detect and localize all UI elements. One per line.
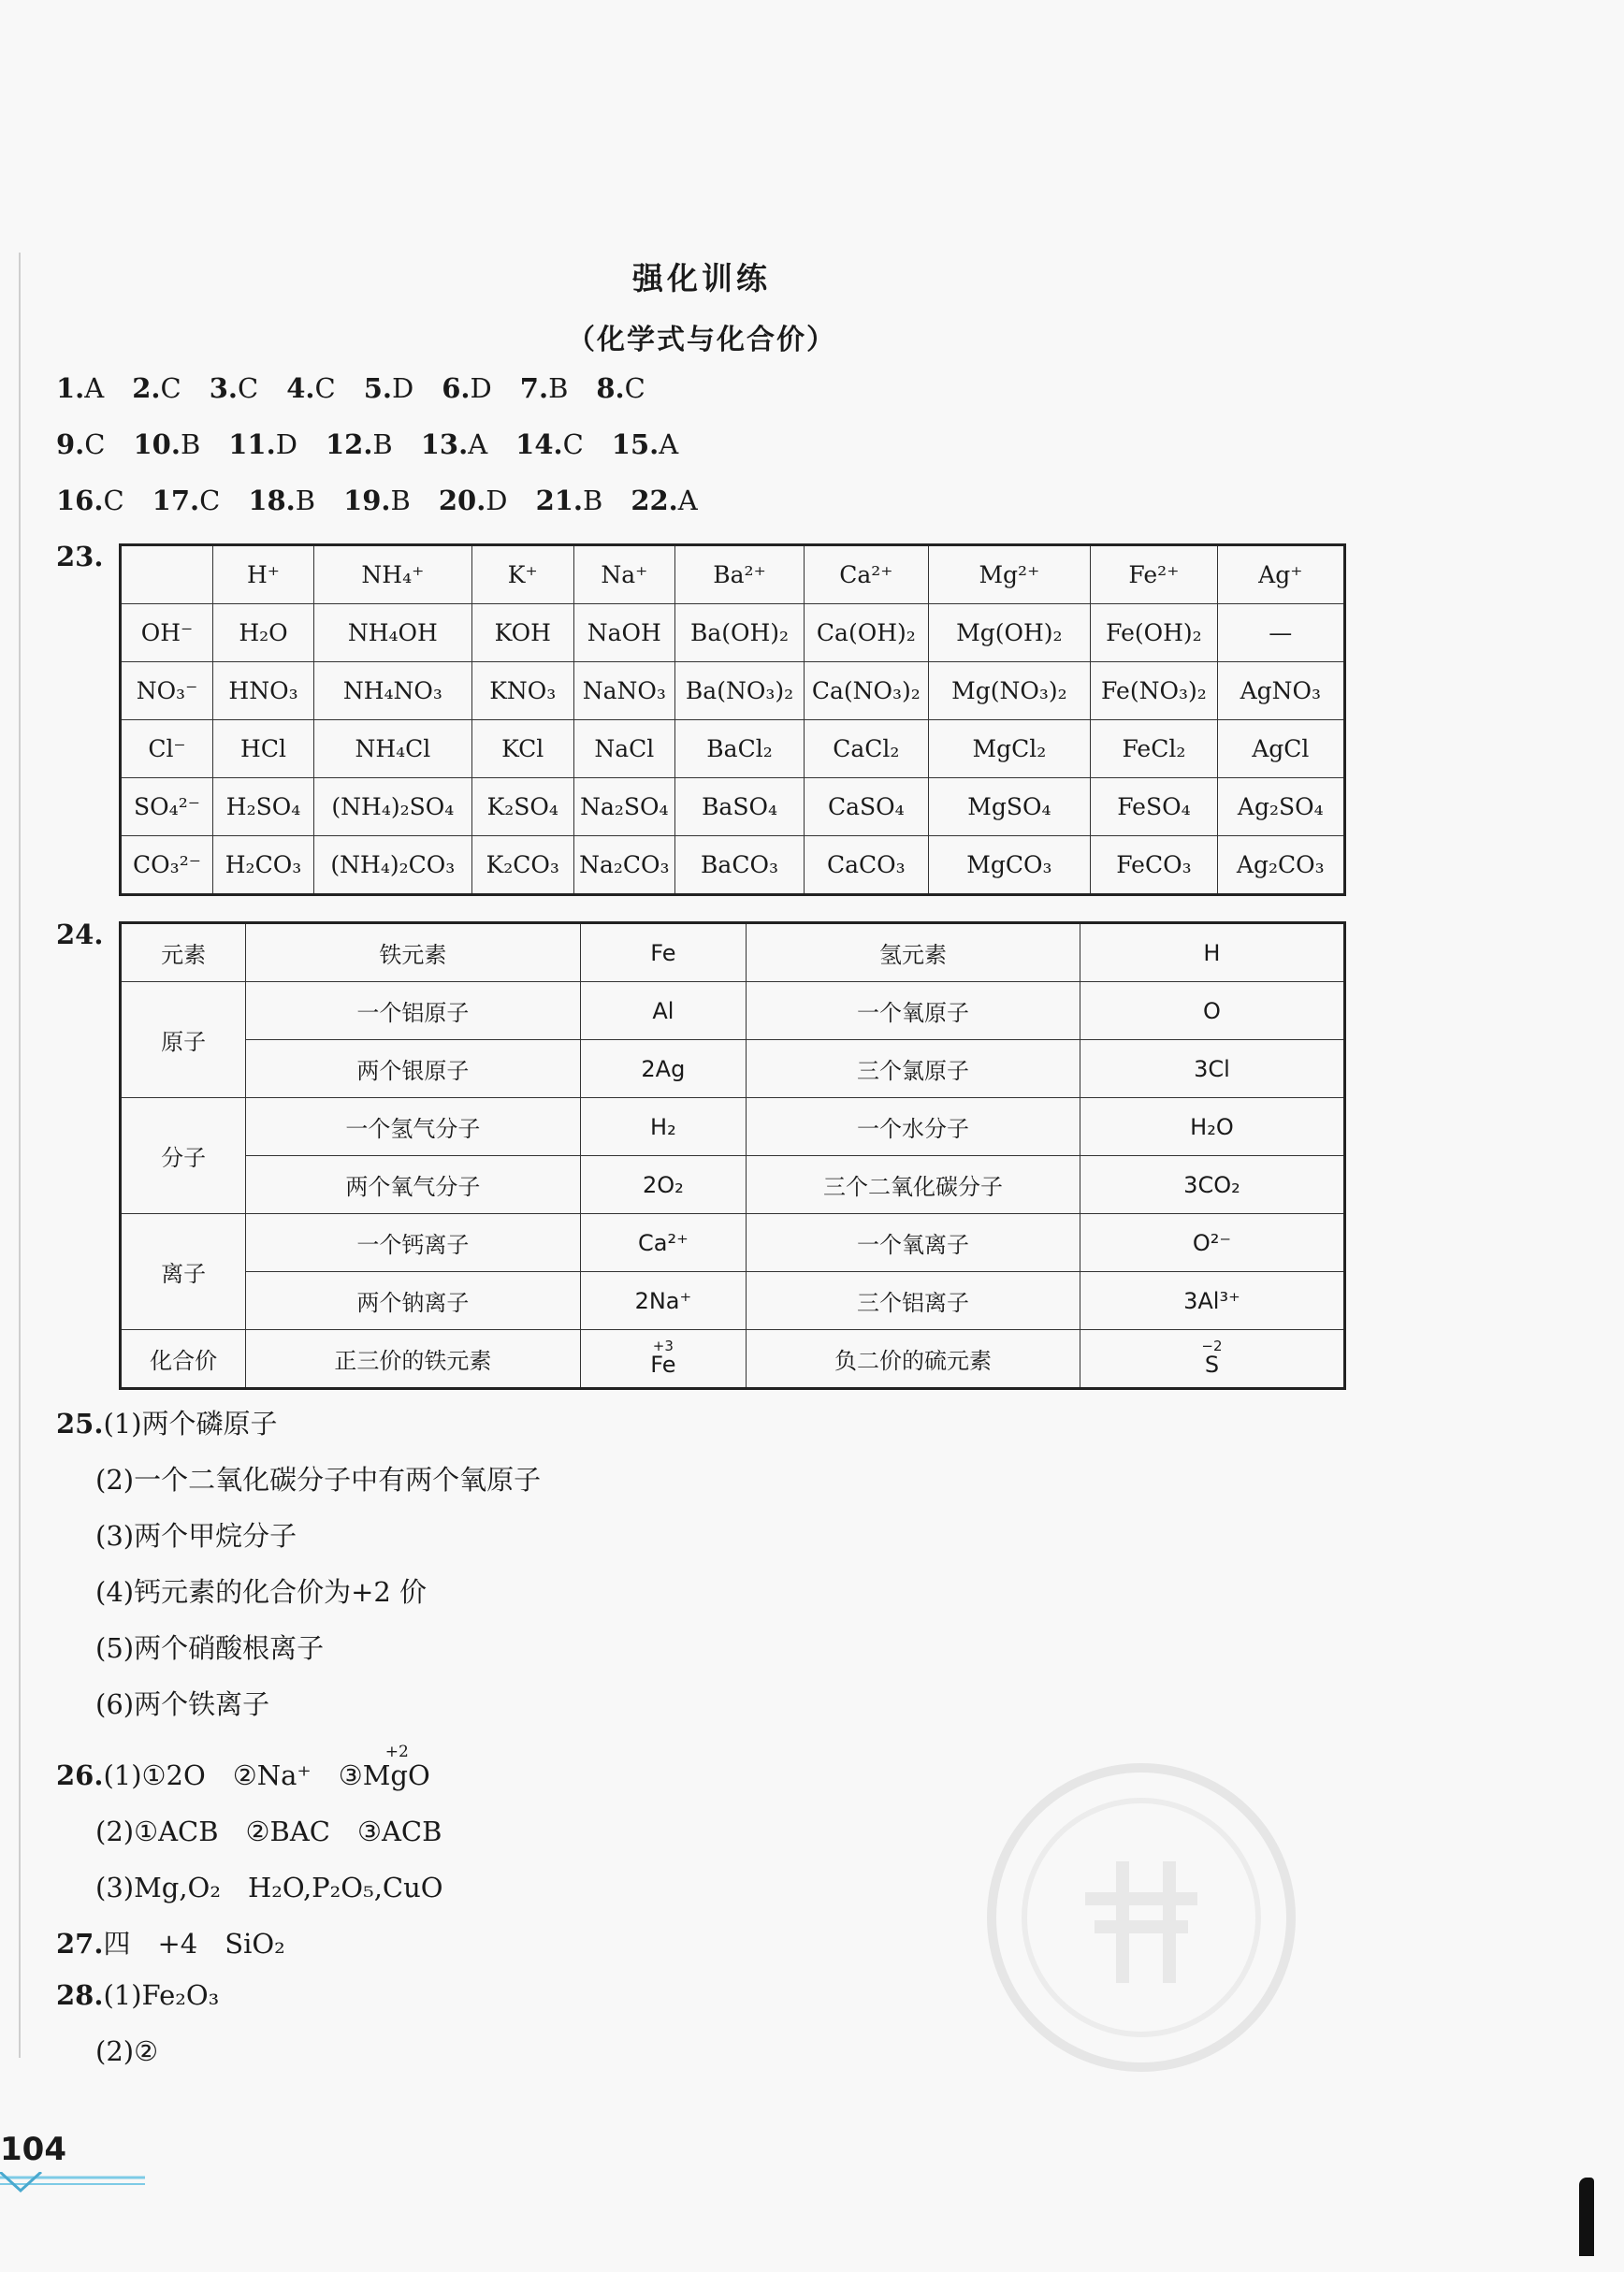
q27-line xyxy=(56,1923,285,1961)
answer-letter: A xyxy=(84,372,105,404)
table-cell: 铁元素 xyxy=(246,923,580,982)
answer-row xyxy=(56,372,674,404)
table-cell: MgCl₂ xyxy=(928,720,1091,778)
table-row xyxy=(121,1214,1345,1272)
answer-item xyxy=(515,428,584,460)
answer-row xyxy=(56,485,726,516)
table-cell: Fe xyxy=(580,923,746,982)
answer-letter: D xyxy=(275,428,297,460)
q26-label: 26. xyxy=(56,1759,104,1791)
table-cell: SO₄²⁻ xyxy=(121,778,213,836)
table-cell: H₂SO₄ xyxy=(212,778,313,836)
q26-part1-text: (1)①2O ②Na⁺ ③ xyxy=(103,1759,363,1791)
table-cell: Ag₂SO₄ xyxy=(1217,778,1344,836)
q25-item: (6)两个铁离子 xyxy=(95,1688,270,1720)
table-cell xyxy=(121,545,213,604)
answer-item xyxy=(132,372,181,404)
table-header-row xyxy=(121,545,1345,604)
table-cell: MgSO₄ xyxy=(928,778,1091,836)
table-cell: MgCO₃ xyxy=(928,836,1091,895)
answer-item xyxy=(56,372,104,404)
table-cell: HNO₃ xyxy=(212,662,313,720)
valence-formula: MgO xyxy=(362,1759,430,1791)
answer-item xyxy=(152,485,221,516)
question-number: 13. xyxy=(420,428,469,460)
question-number: 8. xyxy=(596,372,625,404)
answer-item xyxy=(536,485,603,516)
question-number: 5. xyxy=(363,372,392,404)
element-symbol: S xyxy=(1204,1352,1220,1378)
table-cell: Ba(OH)₂ xyxy=(674,604,804,662)
q26-line-1 xyxy=(56,1743,430,1793)
answer-letter: D xyxy=(470,372,492,404)
page-subtitle: （化学式与化合价） xyxy=(567,324,836,356)
answer-letter: B xyxy=(180,428,201,460)
q28-answer-1: (1)Fe₂O₃ xyxy=(103,1979,220,2011)
table-cell: NaNO₃ xyxy=(573,662,674,720)
table-row xyxy=(121,1040,1345,1098)
answer-letter: A xyxy=(659,428,679,460)
answer-item xyxy=(228,428,297,460)
answer-letter: C xyxy=(562,428,584,460)
table-cell: 一个铝原子 xyxy=(246,982,580,1040)
q28-label: 28. xyxy=(56,1979,104,2011)
table-cell: O²⁻ xyxy=(1080,1214,1344,1272)
question-number: 20. xyxy=(438,485,486,516)
table-cell: Ba(NO₃)₂ xyxy=(674,662,804,720)
table-cell: 原子 xyxy=(121,982,246,1098)
table-row xyxy=(121,778,1345,836)
table-cell: Mg(NO₃)₂ xyxy=(928,662,1091,720)
q25-line-1 xyxy=(56,1403,278,1441)
table-cell: Mg²⁺ xyxy=(928,545,1091,604)
answer-item xyxy=(343,485,411,516)
answer-letter: B xyxy=(390,485,411,516)
table-cell: FeSO₄ xyxy=(1091,778,1217,836)
table-cell: NH₄⁺ xyxy=(314,545,472,604)
table-header-row xyxy=(121,923,1345,982)
table-cell: 化合价 xyxy=(121,1330,246,1389)
q24-label: 24. xyxy=(56,919,104,950)
table-cell: AgCl xyxy=(1217,720,1344,778)
question-number: 21. xyxy=(535,485,584,516)
table-cell: 三个二氧化碳分子 xyxy=(747,1156,1080,1214)
question-number: 6. xyxy=(442,372,471,404)
answer-item xyxy=(248,485,315,516)
table-cell: Ag⁺ xyxy=(1217,545,1344,604)
answer-item xyxy=(520,372,569,404)
table-cell: KOH xyxy=(471,604,573,662)
q25-item: (4)钙元素的化合价为+2 价 xyxy=(95,1576,428,1608)
table-cell: 3Al³⁺ xyxy=(1080,1272,1344,1330)
answer-item xyxy=(631,485,697,516)
table-row xyxy=(121,604,1345,662)
table-cell: H₂ xyxy=(580,1098,746,1156)
table-cell: HCl xyxy=(212,720,313,778)
answer-item xyxy=(421,428,487,460)
page-title: 强化训练 xyxy=(632,260,771,297)
table-cell: 两个氧气分子 xyxy=(246,1156,580,1214)
table-cell: Ca(NO₃)₂ xyxy=(805,662,928,720)
valence-mark: +3 xyxy=(652,1338,674,1354)
answer-letter: B xyxy=(295,485,316,516)
question-number: 3. xyxy=(209,372,238,404)
table-cell: NaOH xyxy=(573,604,674,662)
question-number: 12. xyxy=(325,428,373,460)
valence-mark: −2 xyxy=(1201,1338,1223,1354)
table-cell: BaCl₂ xyxy=(674,720,804,778)
answer-item xyxy=(612,428,678,460)
table-cell: 3Cl xyxy=(1080,1040,1344,1098)
q25-item: (1)两个磷原子 xyxy=(103,1408,278,1440)
table-row xyxy=(121,982,1345,1040)
table-cell: FeCO₃ xyxy=(1091,836,1217,895)
table-cell: 2Ag xyxy=(580,1040,746,1098)
question-number: 15. xyxy=(611,428,660,460)
table-cell: KCl xyxy=(471,720,573,778)
table-cell: NaCl xyxy=(573,720,674,778)
table-cell: CO₃²⁻ xyxy=(121,836,213,895)
question-number: 11. xyxy=(228,428,276,460)
question-number: 17. xyxy=(152,485,200,516)
answer-item xyxy=(210,372,258,404)
answer-letter: C xyxy=(103,485,124,516)
valence-mgo xyxy=(362,1743,430,1791)
table-cell: O xyxy=(1080,982,1344,1040)
answer-letter: A xyxy=(677,485,698,516)
table-cell: Cl⁻ xyxy=(121,720,213,778)
answer-letter: C xyxy=(314,372,336,404)
q27-label: 27. xyxy=(56,1928,104,1960)
page-number: 104 xyxy=(0,2131,66,2168)
table-cell: (NH₄)₂CO₃ xyxy=(314,836,472,895)
answer-letter: C xyxy=(199,485,221,516)
page-margin-line xyxy=(19,253,21,2058)
q26-line-2: (2)①ACB ②BAC ③ACB xyxy=(95,1816,442,1847)
page-corner-mark xyxy=(1579,2178,1594,2256)
table-cell: 一个钙离子 xyxy=(246,1214,580,1272)
answer-item xyxy=(364,372,414,404)
answer-letter: C xyxy=(238,372,259,404)
table-cell: Ca(OH)₂ xyxy=(805,604,928,662)
table-cell: 一个氢气分子 xyxy=(246,1098,580,1156)
question-number: 18. xyxy=(248,485,296,516)
q28-line-2: (2)② xyxy=(95,2035,159,2067)
table-row xyxy=(121,1330,1345,1389)
answer-item xyxy=(439,485,508,516)
watermark-stamp xyxy=(982,1749,1300,2086)
question-number: 9. xyxy=(56,428,85,460)
table-cell: 分子 xyxy=(121,1098,246,1214)
table-cell: H₂CO₃ xyxy=(212,836,313,895)
q25-label: 25. xyxy=(56,1408,104,1440)
table-cell: 三个氯原子 xyxy=(747,1040,1080,1098)
table-cell: 3CO₂ xyxy=(1080,1156,1344,1214)
answer-letter: D xyxy=(391,372,414,404)
answer-item xyxy=(56,485,124,516)
ion-compound-table xyxy=(119,543,1346,896)
answer-letter: C xyxy=(624,372,645,404)
table-cell: Mg(OH)₂ xyxy=(928,604,1091,662)
table-cell: 一个水分子 xyxy=(747,1098,1080,1156)
page-number-decoration xyxy=(0,2172,150,2200)
table-cell: K₂CO₃ xyxy=(471,836,573,895)
table-cell: NH₄NO₃ xyxy=(314,662,472,720)
symbol-meaning-table xyxy=(119,921,1346,1390)
q23-label: 23. xyxy=(56,541,104,572)
answer-letter: C xyxy=(160,372,181,404)
table-cell: Fe(OH)₂ xyxy=(1091,604,1217,662)
table-cell: Fe²⁺ xyxy=(1091,545,1217,604)
answer-letter: B xyxy=(548,372,569,404)
table-cell: 一个氧离子 xyxy=(747,1214,1080,1272)
table-cell: BaSO₄ xyxy=(674,778,804,836)
valence-cell xyxy=(580,1330,746,1389)
table-cell: H₂O xyxy=(1080,1098,1344,1156)
table-cell: Ag₂CO₃ xyxy=(1217,836,1344,895)
element-symbol: Fe xyxy=(650,1352,676,1378)
q27-answer: 四 +4 SiO₂ xyxy=(103,1928,285,1960)
table-cell: 一个氧原子 xyxy=(747,982,1080,1040)
table-cell: CaCO₃ xyxy=(805,836,928,895)
table-cell: K⁺ xyxy=(471,545,573,604)
answer-letter: D xyxy=(486,485,508,516)
valence-cell xyxy=(1080,1330,1344,1389)
q25-item: (2)一个二氧化碳分子中有两个氧原子 xyxy=(95,1464,542,1496)
table-cell: Na₂SO₄ xyxy=(573,778,674,836)
table-cell: AgNO₃ xyxy=(1217,662,1344,720)
table-cell: 离子 xyxy=(121,1214,246,1330)
table-cell: 三个铝离子 xyxy=(747,1272,1080,1330)
table-cell: Na₂CO₃ xyxy=(573,836,674,895)
table-cell: Ca²⁺ xyxy=(580,1214,746,1272)
table-row xyxy=(121,1098,1345,1156)
valence-mark: +2 xyxy=(384,1743,409,1761)
answer-item xyxy=(596,372,645,404)
question-number: 14. xyxy=(515,428,563,460)
table-cell: OH⁻ xyxy=(121,604,213,662)
answer-item xyxy=(326,428,393,460)
question-number: 7. xyxy=(519,372,549,404)
question-number: 19. xyxy=(343,485,391,516)
table-cell: Fe(NO₃)₂ xyxy=(1091,662,1217,720)
answer-item xyxy=(286,372,335,404)
table-cell: Ca²⁺ xyxy=(805,545,928,604)
table-cell: 两个钠离子 xyxy=(246,1272,580,1330)
table-cell: (NH₄)₂SO₄ xyxy=(314,778,472,836)
table-cell: 元素 xyxy=(121,923,246,982)
table-cell: CaCl₂ xyxy=(805,720,928,778)
q28-line-1 xyxy=(56,1979,219,2011)
answer-item xyxy=(442,372,492,404)
answer-letter: B xyxy=(583,485,603,516)
table-row xyxy=(121,1272,1345,1330)
table-row xyxy=(121,836,1345,895)
table-row xyxy=(121,662,1345,720)
question-number: 22. xyxy=(631,485,678,516)
table-cell: NH₄Cl xyxy=(314,720,472,778)
table-cell: NH₄OH xyxy=(314,604,472,662)
table-cell: CaSO₄ xyxy=(805,778,928,836)
table-cell: 正三价的铁元素 xyxy=(246,1330,580,1389)
answer-item xyxy=(133,428,200,460)
table-cell: 负二价的硫元素 xyxy=(747,1330,1080,1389)
table-cell: 2O₂ xyxy=(580,1156,746,1214)
table-cell: 2Na⁺ xyxy=(580,1272,746,1330)
question-number: 10. xyxy=(133,428,181,460)
table-cell: 氢元素 xyxy=(747,923,1080,982)
table-cell: KNO₃ xyxy=(471,662,573,720)
answer-item xyxy=(56,428,105,460)
answer-letter: C xyxy=(84,428,106,460)
table-row xyxy=(121,1156,1345,1214)
table-cell: H xyxy=(1080,923,1344,982)
table-row xyxy=(121,720,1345,778)
table-cell: NO₃⁻ xyxy=(121,662,213,720)
table-cell: BaCO₃ xyxy=(674,836,804,895)
table-cell: 两个银原子 xyxy=(246,1040,580,1098)
table-cell: FeCl₂ xyxy=(1091,720,1217,778)
table-cell: H⁺ xyxy=(212,545,313,604)
q26-line-3: (3)Mg,O₂ H₂O,P₂O₅,CuO xyxy=(95,1872,443,1903)
question-number: 4. xyxy=(286,372,315,404)
table-cell: H₂O xyxy=(212,604,313,662)
table-cell: Al xyxy=(580,982,746,1040)
answer-row xyxy=(56,428,706,460)
question-number: 16. xyxy=(56,485,104,516)
table-cell: — xyxy=(1217,604,1344,662)
question-number: 2. xyxy=(132,372,161,404)
table-cell: Ba²⁺ xyxy=(674,545,804,604)
table-cell: K₂SO₄ xyxy=(471,778,573,836)
q25-item: (3)两个甲烷分子 xyxy=(95,1520,297,1552)
answer-letter: B xyxy=(372,428,393,460)
answer-letter: A xyxy=(468,428,488,460)
question-number: 1. xyxy=(56,372,85,404)
q25-item: (5)两个硝酸根离子 xyxy=(95,1632,325,1664)
table-cell: Na⁺ xyxy=(573,545,674,604)
